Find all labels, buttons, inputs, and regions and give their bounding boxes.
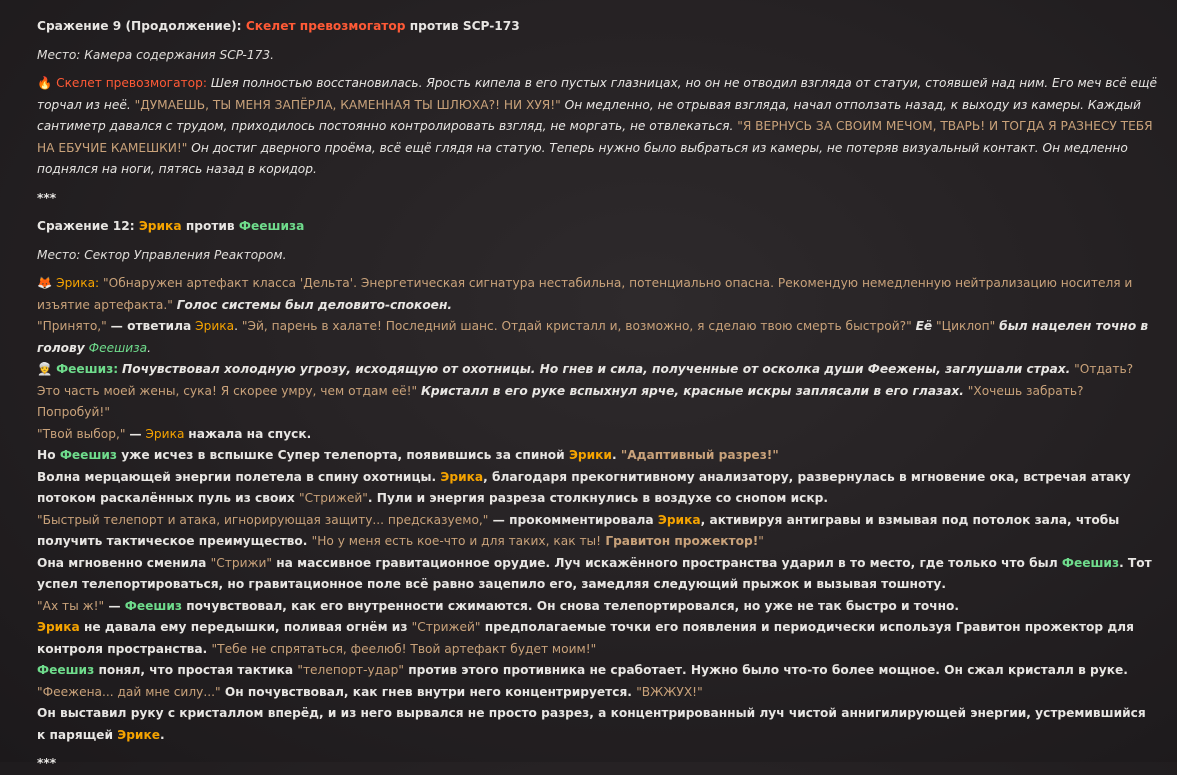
narrative-paragraph: "Принято," — ответила Эрика. "Эй, парень в халате! Последний шанс. Отдай кристалл и, возможно, я сделаю твою смерть быстрой?" Её "Циклоп" был нацелен точно в голову Феешиза.: [37, 319, 1149, 355]
character-name: Феешиз: [59, 448, 118, 462]
narrative-text: почувствовал, как его внутренности сжимаются. Он снова телепортировался, но уже не так быстро и точно.: [186, 598, 960, 613]
narrative-text: . Пули и энергия разреза столкнулись в воздухе со снопом искр.: [367, 491, 828, 505]
narrative-paragraph: [37, 703, 1157, 746]
narrative-text: , активируя антигравы и взмывая под потолок зала, чтобы получить тактическое преимущество.: [37, 512, 1120, 548]
quote-text: "Твой выбор,": [37, 426, 126, 441]
narrative-text: Её: [915, 319, 933, 333]
quote-text: "телепорт-удар": [297, 663, 404, 677]
character-name: Феешиз: [1061, 555, 1120, 570]
narrative-text: Он медленно, не отрывая взгляда, начал отползать назад, к выходу из камеры. Каждый сантиметр давался с трудом, приходилось постоянно контролировать взгляд, не моргать, не отвлекаться.: [37, 97, 1141, 133]
quote-text: "Стрижи": [210, 555, 273, 570]
quote-text: "ДУМАЕШЬ, ТЫ МЕНЯ ЗАПЁРЛА, КАМЕННАЯ ТЫ ШЛЮХА?! НИ ХУЯ!": [134, 97, 561, 112]
narrative-text: нажала на спуск.: [188, 426, 312, 441]
speaker-name: Эрика:: [56, 276, 100, 290]
character-name: Эрики: [568, 448, 612, 462]
narrative-text: —: [129, 426, 142, 441]
quote-text: "Я ВЕРНУСЬ ЗА СВОИМ МЕЧОМ, ТВАРЬ! И ТОГДА Я РАЗНЕСУ ТЕБЯ НА ЕБУЧИЕ КАМЕШКИ!": [37, 119, 1153, 155]
character-name: Феешиз: [124, 598, 182, 613]
narrative-text: был нацелен точно в голову: [37, 319, 1149, 355]
separator: ***: [37, 190, 57, 205]
narrative-text: Почувствовал холодную угрозу, исходящую от охотницы. Но гнев и сила, полученные от осколка души Феежены, заглушали страх.: [122, 362, 1071, 376]
character-name: Эрике: [117, 727, 160, 742]
character-name: Эрика: [657, 512, 701, 527]
quote-text: "Тебе не спрятаться, феелюб! Твой артефакт будет моим!": [211, 641, 597, 656]
battle-heading: [37, 216, 1157, 238]
fire-icon: 🔥: [37, 76, 53, 90]
quote-text: "Адаптивный разрез!": [620, 448, 779, 462]
narrative-text: Но: [37, 448, 56, 462]
narrative-paragraph: [37, 273, 1157, 316]
battle-heading: [37, 16, 1157, 38]
chat-message-content: [37, 16, 1157, 775]
quote-text: "Стрижей": [298, 491, 368, 505]
narrative-text: Кристалл в его руке вспыхнул ярче, красные искры заплясали в его глазах.: [420, 383, 964, 398]
ability-quote: Гравитон прожектор!: [605, 534, 759, 548]
narrative-text: , благодаря прекогнитивному анализатору, развернулась в мгновение ока, встречая атаку потоком раскалённых пуль из своих: [37, 469, 1131, 505]
quote-text: "Феежена... дай мне силу...": [37, 684, 221, 699]
character-name: Эрика: [195, 319, 235, 333]
quote-text: "Отдать? Это часть моей жены, сука! Я скорее умру, чем отдам её!": [37, 362, 1134, 398]
narrative-paragraph: [37, 359, 1157, 424]
battle-label: Сражение 12:: [37, 219, 135, 233]
narrative-text: Она мгновенно сменила: [37, 555, 207, 570]
fighter-name: Эрика: [138, 219, 182, 233]
fighter-name: Скелет превозмогатор: [245, 19, 406, 33]
narrative-text: . Тот успел телепортироваться, но гравитационное поле всё равно зацепило его, замедляя следующий прыжок и вызывая тошноту.: [37, 555, 1152, 591]
narrative-text: Волна мерцающей энергии полетела в спину охотницы.: [37, 469, 437, 484]
versus-word: против: [409, 19, 459, 33]
quote-text: "ВЖЖУХ!": [636, 684, 703, 699]
narrative-text: — прокомментировала: [492, 512, 654, 527]
quote-text: "Хочешь забрать? Попробуй!": [37, 383, 1084, 419]
narrative-paragraph: [37, 510, 1157, 553]
character-name: Феешиз: [37, 663, 95, 677]
speaker-name: Скелет превозмогатор:: [56, 76, 207, 90]
narrative-text: .: [160, 727, 165, 742]
character-name: Эрика: [37, 620, 80, 634]
quote-text: "Эй, парень в халате! Последний шанс. Отдай кристалл и, возможно, я сделаю твою смерть быстрой?": [241, 319, 912, 333]
narrative-text: предполагаемые точки его появления и периодически используя Гравитон прожектор для контроля пространства.: [37, 620, 1134, 656]
narrative-text: Шея полностью восстановилась. Ярость кипела в его пустых глазницах, но он не отводил взгляда от статуи, стоявшей над ним. Его меч всё ещё торчал из неё.: [37, 76, 1157, 112]
quote-text: "Ах ты ж!": [37, 598, 105, 613]
narrative-paragraph: [37, 617, 1157, 660]
location-line: Место: Камера содержания SCP-173.: [37, 47, 274, 62]
narrative-paragraph: [37, 73, 1157, 181]
quote-text: "Циклоп": [936, 319, 996, 333]
narrative-paragraph: [37, 660, 1157, 703]
narrative-paragraph: [37, 596, 1157, 618]
narrative-text: , появившись за спиной: [397, 448, 565, 462]
quote-text: "Принято,": [37, 319, 107, 333]
narrative-text: — ответила: [110, 319, 192, 333]
ability-name: Супер телепорта: [277, 448, 398, 462]
narrative-text: на массивное гравитационное орудие. Луч искажённого пространства ударил в то место, где только что был: [276, 555, 1058, 570]
cloaked-figure-icon: 👳: [37, 362, 53, 376]
character-name: Эрика: [440, 469, 484, 484]
quote-text: "Но у меня есть кое-что и для таких, как ты!: [311, 534, 602, 548]
versus-word: против: [185, 219, 235, 233]
quote-text: "Быстрый телепорт и атака, игнорирующая защиту... предсказуемо,": [37, 512, 489, 527]
narrative-text: понял, что простая тактика: [98, 663, 294, 677]
narrative-text: Он достиг дверного проёма, всё ещё глядя на статую. Теперь нужно было выбраться из камеры, не потеряв визуальный контакт. Он медленно поднялся на ноги, пятясь назад в коридор.: [37, 140, 1128, 176]
quote-text: "Обнаружен артефакт класса 'Дельта'. Энергетическая сигнатура нестабильна, потенциально опасна. Рекомендую немедленную нейтрализацию носителя и изъятие артефакта.": [37, 276, 1133, 312]
character-name: Эрика: [145, 426, 185, 441]
narrative-paragraph: [37, 553, 1157, 596]
narrative-paragraph: [37, 467, 1157, 510]
narrative-paragraph: Но Феешиз уже исчез в вспышке Супер телепорта, появившись за спиной Эрики. "Адаптивный разрез!": [37, 448, 779, 462]
narrative-text: против этого противника не сработает. Нужно было что-то более мощное. Он сжал кристалл в руке.: [408, 663, 1128, 677]
speaker-name: Феешиз:: [56, 362, 119, 376]
quote-text: "Стрижей": [411, 620, 481, 634]
fox-icon: 🦊: [37, 276, 53, 290]
narrative-text: Он почувствовал, как гнев внутри него концентрируется.: [224, 684, 632, 699]
narrative-text: уже исчез в вспышке: [121, 448, 274, 462]
location-line: Место: Сектор Управления Реактором.: [37, 247, 287, 262]
narrative-text: не давала ему передышки, поливая огнём из: [83, 620, 408, 634]
fighter-name: Феешиза: [238, 219, 305, 233]
narrative-text: —: [108, 598, 121, 613]
battle-label: Сражение 9 (Продолжение):: [37, 19, 242, 33]
narrative-text: Он выставил руку с кристаллом вперёд, и из него вырвался не просто разрез, а концентрированный луч чистой аннигилирующей энергии, устремившийся к парящей: [37, 706, 1146, 742]
fighter-name: SCP-173: [462, 19, 520, 33]
narrative-text: Голос системы был деловито-спокоен.: [176, 297, 453, 312]
narrative-paragraph: [37, 424, 1157, 446]
separator: ***: [37, 756, 57, 770]
character-name: Феешиза: [88, 340, 148, 355]
quote-text: ": [758, 534, 764, 548]
